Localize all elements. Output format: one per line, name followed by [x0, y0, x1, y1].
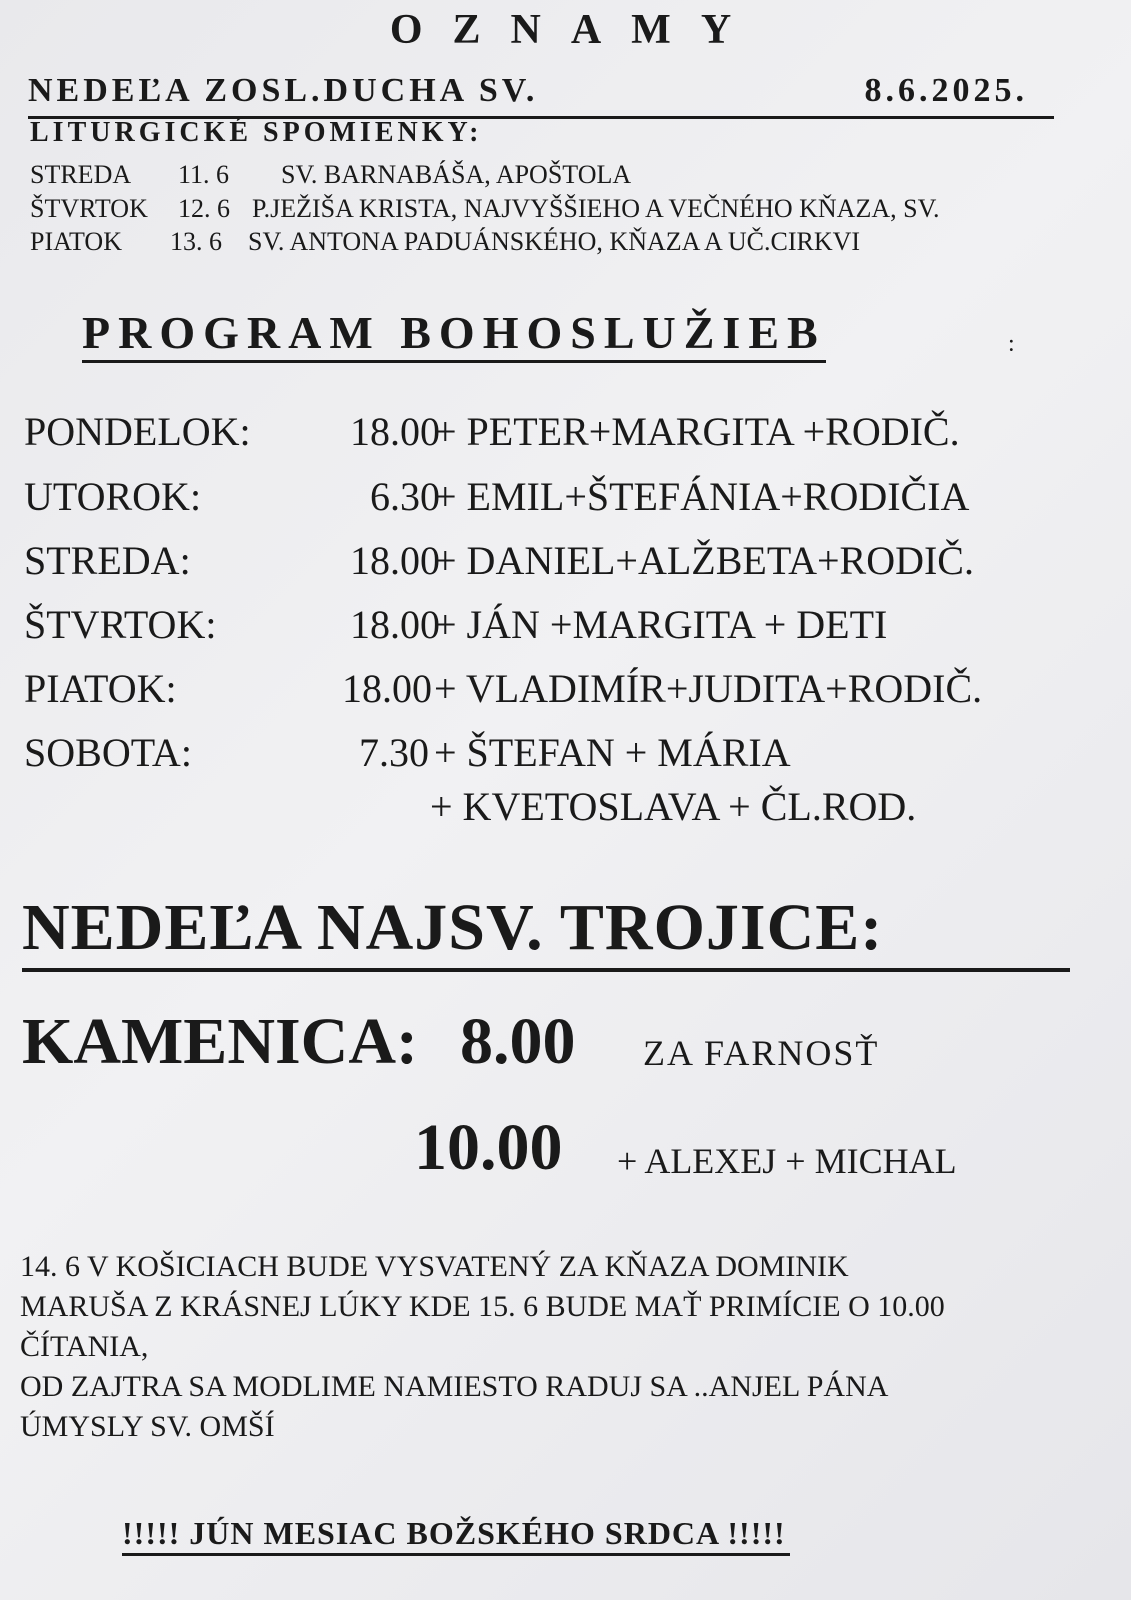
memorial-day: ŠTVRTOK — [30, 194, 148, 223]
memorial-text: P.JEŽIŠA KRISTA, NAJVYŠŠIEHO A VEČNÉHO KŇAZA, SV. — [252, 194, 940, 223]
schedule-time: 7.30 — [359, 730, 429, 775]
schedule-intention: + ŠTEFAN + MÁRIA — [434, 730, 791, 775]
schedule-time: 18.00 — [350, 602, 440, 647]
liturgical-heading: LITURGICKÉ SPOMIENKY: — [30, 117, 483, 148]
schedule-time: 18.00 — [350, 538, 440, 583]
schedule-intention: + JÁN +MARGITA + DETI — [434, 602, 888, 647]
note-line: ÚMYSLY SV. OMŠÍ — [20, 1410, 275, 1443]
schedule-day: SOBOTA: — [24, 730, 192, 775]
mass-time: 8.00 — [460, 1005, 576, 1078]
note-line: ČÍTANIA, — [20, 1330, 149, 1363]
schedule-intention: + EMIL+ŠTEFÁNIA+RODIČIA — [434, 474, 970, 519]
schedule-time: 18.00 — [350, 409, 440, 454]
schedule-day: UTOROK: — [24, 474, 202, 519]
schedule-day: STREDA: — [24, 538, 191, 583]
schedule-time: 18.00 — [342, 666, 432, 711]
header-date: 8.6.2025. — [864, 72, 1028, 109]
page-title: OZNAMY — [389, 7, 762, 53]
footer-banner: !!!!! JÚN MESIAC BOŽSKÉHO SRDCA !!!!! — [122, 1513, 790, 1556]
feast-name: NEDEĽA ZOSL.DUCHA SV. — [28, 72, 539, 109]
schedule-intention: + PETER+MARGITA +RODIČ. — [434, 409, 960, 454]
sunday-heading: NEDEĽA NAJSV. TROJICE: — [22, 888, 1070, 972]
memorial-day: PIATOK — [30, 227, 122, 256]
schedule-day: ŠTVRTOK: — [24, 602, 217, 647]
schedule-intention: + VLADIMÍR+JUDITA+RODIČ. — [434, 666, 983, 711]
schedule-day: PIATOK: — [24, 666, 177, 711]
mass-intention: + ALEXEJ + MICHAL — [617, 1141, 957, 1181]
note-line: 14. 6 V KOŠICIACH BUDE VYSVATENÝ ZA KŇAZA DOMINIK — [20, 1250, 849, 1283]
memorial-text: SV. BARNABÁŠA, APOŠTOLA — [281, 160, 632, 189]
memorial-date: 13. 6 — [170, 227, 222, 256]
schedule-time: 6.30 — [370, 474, 440, 519]
memorial-date: 12. 6 — [178, 194, 230, 223]
kamenica-label: KAMENICA: — [22, 1005, 418, 1078]
mass-time: 10.00 — [414, 1111, 563, 1184]
header-line — [28, 72, 1054, 119]
program-heading: PROGRAM BOHOSLUŽIEB — [82, 306, 826, 363]
memorial-day: STREDA — [30, 160, 132, 189]
schedule-intention: + KVETOSLAVA + ČL.ROD. — [430, 784, 917, 829]
schedule-intention: + DANIEL+ALŽBETA+RODIČ. — [434, 538, 974, 583]
mass-intention: ZA FARNOSŤ — [643, 1033, 880, 1073]
note-line: OD ZAJTRA SA MODLIME NAMIESTO RADUJ SA ..ANJEL PÁNA — [20, 1370, 889, 1403]
note-line: MARUŠA Z KRÁSNEJ LÚKY KDE 15. 6 BUDE MAŤ PRIMÍCIE O 10.00 — [20, 1290, 945, 1323]
schedule-day: PONDELOK: — [24, 409, 251, 454]
memorial-text: SV. ANTONA PADUÁNSKÉHO, KŇAZA A UČ.CIRKVI — [248, 227, 861, 256]
memorial-date: 11. 6 — [178, 160, 230, 189]
program-heading-tail: : — [1008, 331, 1015, 357]
